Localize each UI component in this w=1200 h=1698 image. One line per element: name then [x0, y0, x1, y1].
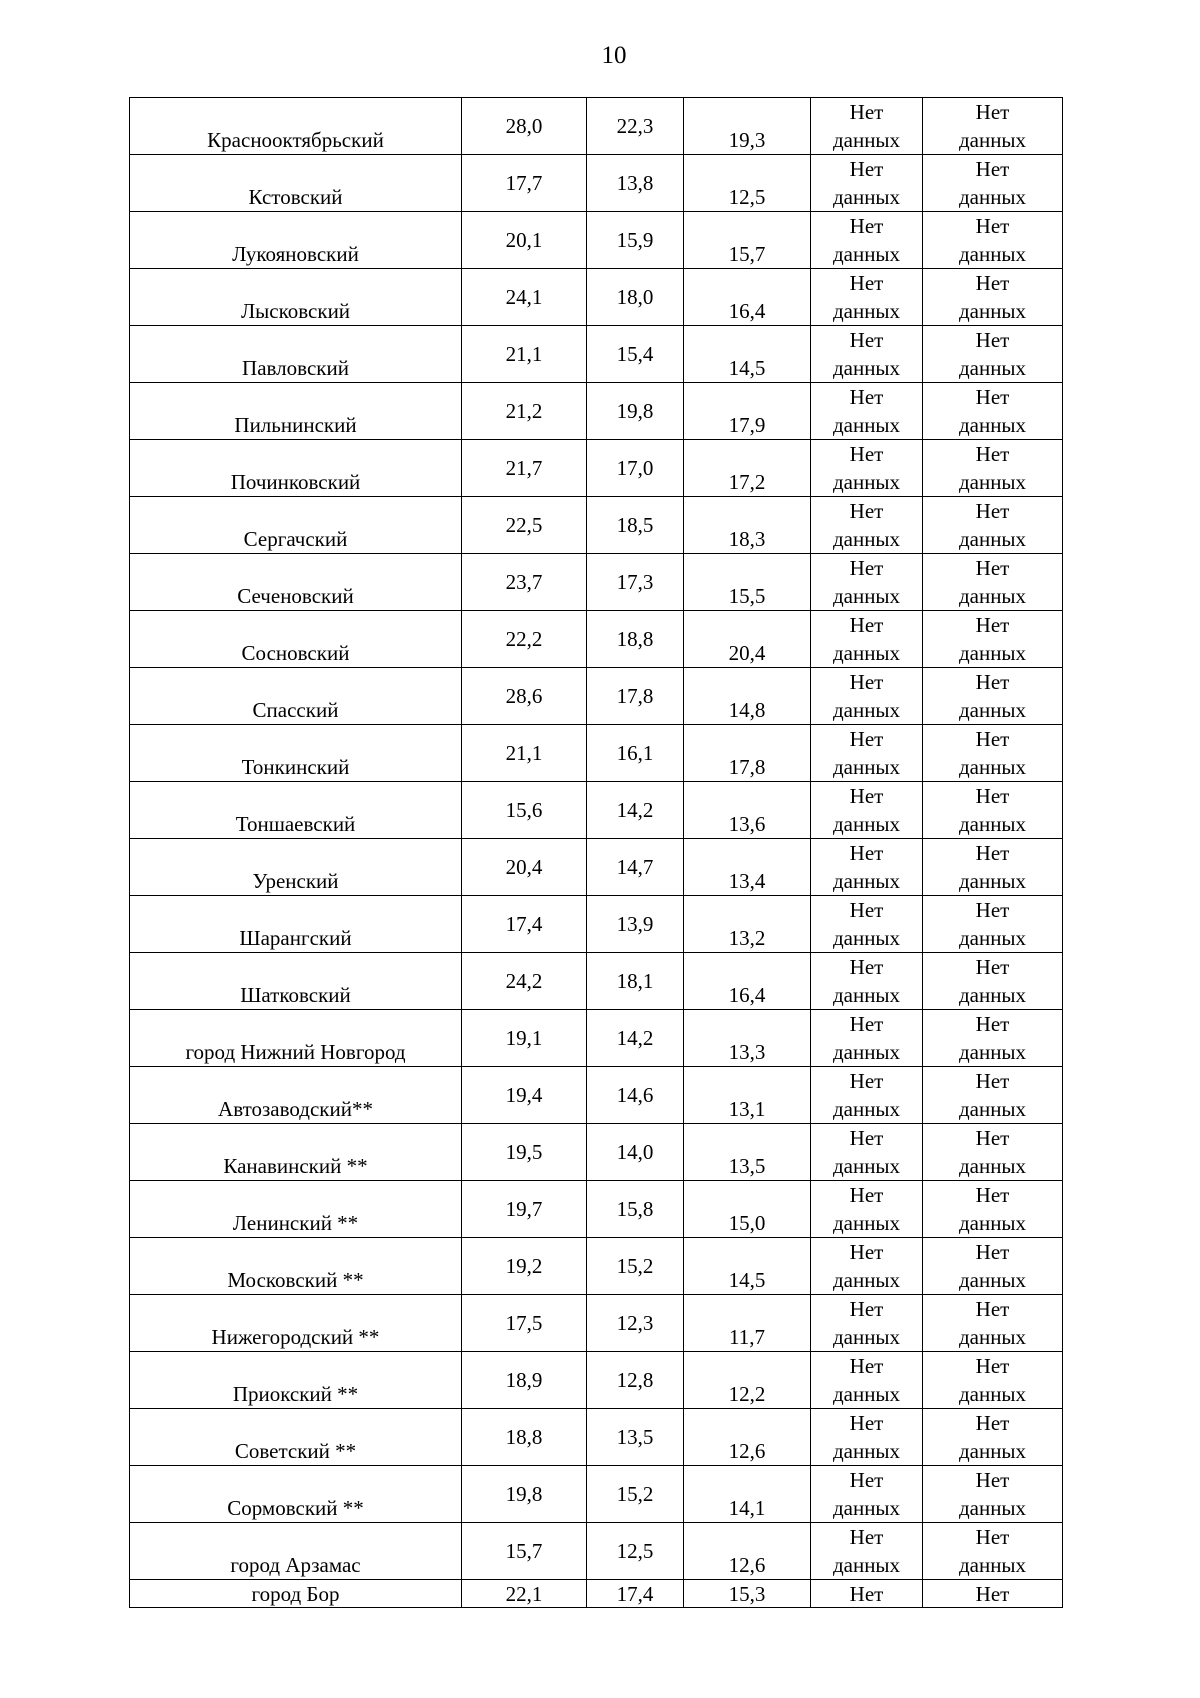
- value-col-2-cell: 20,4: [462, 839, 587, 896]
- value-col-3-cell: 15,2: [587, 1238, 684, 1295]
- table-row: [130, 668, 1063, 725]
- table-row: [130, 1352, 1063, 1409]
- table-row: [130, 1067, 1063, 1124]
- district-name-cell: Сосновский: [130, 611, 462, 668]
- value-col-3-cell: 16,1: [587, 725, 684, 782]
- value-col-3-cell: 22,3: [587, 98, 684, 155]
- table-body: [130, 98, 1063, 1608]
- status-col-5-cell: Нет данных: [811, 725, 923, 782]
- value-col-3-cell: 14,2: [587, 1010, 684, 1067]
- value-col-3-cell: 17,0: [587, 440, 684, 497]
- value-col-3-cell: 19,8: [587, 383, 684, 440]
- value-col-3-cell: 17,4: [587, 1580, 684, 1608]
- table-row: [130, 896, 1063, 953]
- value-col-2-cell: 19,5: [462, 1124, 587, 1181]
- value-col-2-cell: 28,0: [462, 98, 587, 155]
- district-name-cell: Советский **: [130, 1409, 462, 1466]
- table-row: [130, 1580, 1063, 1608]
- value-col-4-cell: 13,3: [684, 1010, 811, 1067]
- status-col-5-cell: Нет данных: [811, 1124, 923, 1181]
- table-row: [130, 1124, 1063, 1181]
- status-col-6-cell: Нет данных: [923, 269, 1063, 326]
- table-row: [130, 155, 1063, 212]
- table-row: [130, 953, 1063, 1010]
- status-col-5-cell: Нет данных: [811, 1295, 923, 1352]
- status-col-6-cell: Нет данных: [923, 1352, 1063, 1409]
- district-name-cell: Краснооктябрьский: [130, 98, 462, 155]
- value-col-2-cell: 21,1: [462, 326, 587, 383]
- value-col-3-cell: 13,8: [587, 155, 684, 212]
- value-col-3-cell: 14,2: [587, 782, 684, 839]
- district-name-cell: город Арзамас: [130, 1523, 462, 1580]
- table-row: [130, 839, 1063, 896]
- district-name-cell: Московский **: [130, 1238, 462, 1295]
- district-name-cell: Сормовский **: [130, 1466, 462, 1523]
- value-col-4-cell: 17,9: [684, 383, 811, 440]
- table-row: [130, 1409, 1063, 1466]
- value-col-3-cell: 12,8: [587, 1352, 684, 1409]
- status-col-6-cell: Нет данных: [923, 839, 1063, 896]
- value-col-4-cell: 12,6: [684, 1523, 811, 1580]
- status-col-5-cell: Нет данных: [811, 383, 923, 440]
- status-col-5-cell: Нет данных: [811, 1466, 923, 1523]
- value-col-3-cell: 15,8: [587, 1181, 684, 1238]
- value-col-4-cell: 14,8: [684, 668, 811, 725]
- value-col-4-cell: 14,5: [684, 326, 811, 383]
- value-col-4-cell: 13,1: [684, 1067, 811, 1124]
- value-col-2-cell: 21,1: [462, 725, 587, 782]
- status-col-5-cell: Нет данных: [811, 212, 923, 269]
- value-col-4-cell: 15,7: [684, 212, 811, 269]
- status-col-6-cell: Нет данных: [923, 1181, 1063, 1238]
- value-col-2-cell: 20,1: [462, 212, 587, 269]
- value-col-3-cell: 12,5: [587, 1523, 684, 1580]
- value-col-3-cell: 15,9: [587, 212, 684, 269]
- value-col-2-cell: 19,4: [462, 1067, 587, 1124]
- status-col-5-cell: Нет данных: [811, 953, 923, 1010]
- status-col-5-cell: Нет данных: [811, 1010, 923, 1067]
- table-row: [130, 98, 1063, 155]
- value-col-3-cell: 15,4: [587, 326, 684, 383]
- status-col-5-cell: Нет данных: [811, 611, 923, 668]
- table-row: [130, 497, 1063, 554]
- status-col-5-cell: Нет данных: [811, 896, 923, 953]
- value-col-2-cell: 17,7: [462, 155, 587, 212]
- status-col-5-cell: Нет данных: [811, 1409, 923, 1466]
- value-col-2-cell: 18,9: [462, 1352, 587, 1409]
- status-col-5-cell: Нет данных: [811, 497, 923, 554]
- value-col-4-cell: 15,5: [684, 554, 811, 611]
- status-col-5-cell: Нет данных: [811, 440, 923, 497]
- status-col-5-cell: Нет данных: [811, 668, 923, 725]
- status-col-6-cell: Нет данных: [923, 896, 1063, 953]
- status-col-5-cell: Нет данных: [811, 98, 923, 155]
- district-name-cell: город Бор: [130, 1580, 462, 1608]
- value-col-2-cell: 17,5: [462, 1295, 587, 1352]
- value-col-2-cell: 22,1: [462, 1580, 587, 1608]
- district-name-cell: Ленинский **: [130, 1181, 462, 1238]
- status-col-6-cell: Нет данных: [923, 953, 1063, 1010]
- status-col-5-cell: Нет данных: [811, 1352, 923, 1409]
- value-col-4-cell: 11,7: [684, 1295, 811, 1352]
- status-col-5-cell: Нет данных: [811, 839, 923, 896]
- value-col-4-cell: 13,6: [684, 782, 811, 839]
- district-name-cell: Спасский: [130, 668, 462, 725]
- table-row: [130, 725, 1063, 782]
- value-col-3-cell: 14,6: [587, 1067, 684, 1124]
- value-col-2-cell: 19,1: [462, 1010, 587, 1067]
- district-name-cell: Лукояновский: [130, 212, 462, 269]
- district-name-cell: город Нижний Новгород: [130, 1010, 462, 1067]
- status-col-6-cell: Нет данных: [923, 155, 1063, 212]
- district-name-cell: Лысковский: [130, 269, 462, 326]
- district-name-cell: Сергачский: [130, 497, 462, 554]
- status-col-6-cell: Нет данных: [923, 383, 1063, 440]
- value-col-3-cell: 17,3: [587, 554, 684, 611]
- value-col-2-cell: 28,6: [462, 668, 587, 725]
- table-row: [130, 212, 1063, 269]
- district-name-cell: Шарангский: [130, 896, 462, 953]
- district-name-cell: Канавинский **: [130, 1124, 462, 1181]
- value-col-2-cell: 19,8: [462, 1466, 587, 1523]
- district-name-cell: Автозаводский**: [130, 1067, 462, 1124]
- district-name-cell: Нижегородский **: [130, 1295, 462, 1352]
- value-col-4-cell: 13,4: [684, 839, 811, 896]
- value-col-4-cell: 19,3: [684, 98, 811, 155]
- table-row: [130, 1010, 1063, 1067]
- table-row: [130, 782, 1063, 839]
- value-col-3-cell: 18,1: [587, 953, 684, 1010]
- table-row: [130, 1466, 1063, 1523]
- value-col-3-cell: 18,0: [587, 269, 684, 326]
- status-col-6-cell: Нет данных: [923, 98, 1063, 155]
- page-number: 10: [601, 42, 627, 69]
- value-col-4-cell: 16,4: [684, 269, 811, 326]
- value-col-3-cell: 14,7: [587, 839, 684, 896]
- status-col-6-cell: Нет данных: [923, 1238, 1063, 1295]
- table-row: [130, 1295, 1063, 1352]
- value-col-2-cell: 21,7: [462, 440, 587, 497]
- status-col-5-cell: Нет данных: [811, 326, 923, 383]
- value-col-2-cell: 18,8: [462, 1409, 587, 1466]
- status-col-6-cell: Нет данных: [923, 326, 1063, 383]
- value-col-2-cell: 17,4: [462, 896, 587, 953]
- value-col-4-cell: 15,0: [684, 1181, 811, 1238]
- value-col-4-cell: 14,5: [684, 1238, 811, 1295]
- value-col-3-cell: 18,5: [587, 497, 684, 554]
- value-col-4-cell: 13,2: [684, 896, 811, 953]
- value-col-2-cell: 21,2: [462, 383, 587, 440]
- value-col-2-cell: 19,2: [462, 1238, 587, 1295]
- status-col-5-cell: Нет данных: [811, 155, 923, 212]
- status-col-6-cell: Нет данных: [923, 497, 1063, 554]
- table-row: [130, 1523, 1063, 1580]
- value-col-2-cell: 22,2: [462, 611, 587, 668]
- data-table: [129, 97, 1063, 1608]
- status-col-5-cell: Нет: [811, 1580, 923, 1608]
- status-col-6-cell: Нет данных: [923, 1466, 1063, 1523]
- status-col-6-cell: Нет данных: [923, 668, 1063, 725]
- value-col-3-cell: 12,3: [587, 1295, 684, 1352]
- value-col-4-cell: 15,3: [684, 1580, 811, 1608]
- value-col-4-cell: 18,3: [684, 497, 811, 554]
- district-name-cell: Сеченовский: [130, 554, 462, 611]
- district-name-cell: Тонкинский: [130, 725, 462, 782]
- table-row: [130, 554, 1063, 611]
- status-col-6-cell: Нет данных: [923, 611, 1063, 668]
- value-col-4-cell: 20,4: [684, 611, 811, 668]
- value-col-3-cell: 13,5: [587, 1409, 684, 1466]
- district-name-cell: Кстовский: [130, 155, 462, 212]
- value-col-2-cell: 19,7: [462, 1181, 587, 1238]
- status-col-5-cell: Нет данных: [811, 269, 923, 326]
- table-row: [130, 269, 1063, 326]
- value-col-3-cell: 17,8: [587, 668, 684, 725]
- status-col-6-cell: Нет данных: [923, 1010, 1063, 1067]
- district-name-cell: Приокский **: [130, 1352, 462, 1409]
- status-col-6-cell: Нет данных: [923, 1295, 1063, 1352]
- table-row: [130, 383, 1063, 440]
- value-col-4-cell: 12,2: [684, 1352, 811, 1409]
- status-col-5-cell: Нет данных: [811, 782, 923, 839]
- status-col-6-cell: Нет данных: [923, 725, 1063, 782]
- district-name-cell: Шатковский: [130, 953, 462, 1010]
- status-col-6-cell: Нет: [923, 1580, 1063, 1608]
- table-row: [130, 1181, 1063, 1238]
- value-col-4-cell: 17,8: [684, 725, 811, 782]
- value-col-4-cell: 13,5: [684, 1124, 811, 1181]
- status-col-6-cell: Нет данных: [923, 782, 1063, 839]
- district-name-cell: Пильнинский: [130, 383, 462, 440]
- district-name-cell: Тоншаевский: [130, 782, 462, 839]
- table-row: [130, 440, 1063, 497]
- district-name-cell: Починковский: [130, 440, 462, 497]
- table-row: [130, 326, 1063, 383]
- table-row: [130, 1238, 1063, 1295]
- value-col-4-cell: 14,1: [684, 1466, 811, 1523]
- status-col-6-cell: Нет данных: [923, 440, 1063, 497]
- status-col-6-cell: Нет данных: [923, 1067, 1063, 1124]
- value-col-3-cell: 15,2: [587, 1466, 684, 1523]
- value-col-2-cell: 24,2: [462, 953, 587, 1010]
- status-col-6-cell: Нет данных: [923, 1124, 1063, 1181]
- district-name-cell: Уренский: [130, 839, 462, 896]
- value-col-2-cell: 15,6: [462, 782, 587, 839]
- status-col-5-cell: Нет данных: [811, 1067, 923, 1124]
- status-col-5-cell: Нет данных: [811, 554, 923, 611]
- value-col-2-cell: 24,1: [462, 269, 587, 326]
- value-col-2-cell: 22,5: [462, 497, 587, 554]
- district-name-cell: Павловский: [130, 326, 462, 383]
- status-col-6-cell: Нет данных: [923, 554, 1063, 611]
- status-col-5-cell: Нет данных: [811, 1181, 923, 1238]
- status-col-6-cell: Нет данных: [923, 1409, 1063, 1466]
- value-col-3-cell: 18,8: [587, 611, 684, 668]
- value-col-2-cell: 15,7: [462, 1523, 587, 1580]
- value-col-3-cell: 14,0: [587, 1124, 684, 1181]
- status-col-6-cell: Нет данных: [923, 1523, 1063, 1580]
- value-col-4-cell: 16,4: [684, 953, 811, 1010]
- table-row: [130, 611, 1063, 668]
- value-col-2-cell: 23,7: [462, 554, 587, 611]
- status-col-5-cell: Нет данных: [811, 1238, 923, 1295]
- value-col-3-cell: 13,9: [587, 896, 684, 953]
- value-col-4-cell: 12,5: [684, 155, 811, 212]
- status-col-5-cell: Нет данных: [811, 1523, 923, 1580]
- value-col-4-cell: 12,6: [684, 1409, 811, 1466]
- value-col-4-cell: 17,2: [684, 440, 811, 497]
- status-col-6-cell: Нет данных: [923, 212, 1063, 269]
